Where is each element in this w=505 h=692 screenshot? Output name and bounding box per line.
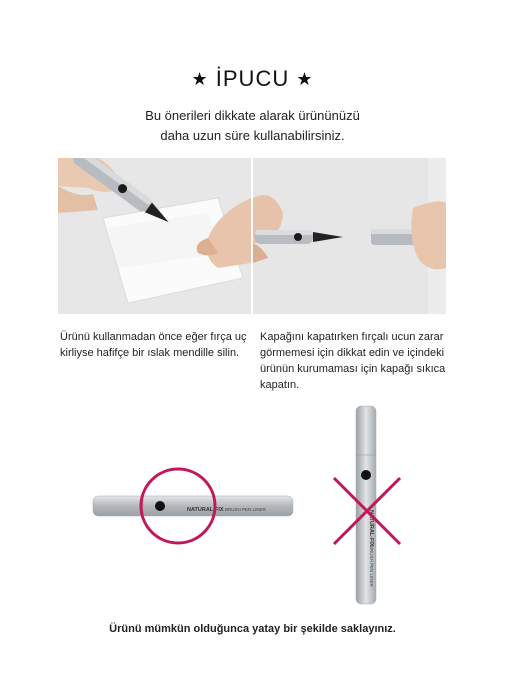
caption-line: ürünün kurumaması için kapağı sıkıca xyxy=(260,363,446,375)
caption-line: kirliyse hafifçe bir ıslak mendille silin. xyxy=(60,347,240,359)
product-label: NATURAL-FIX xyxy=(187,507,224,513)
step-caption xyxy=(260,329,460,393)
tip-heading: İPUCU xyxy=(215,66,290,91)
tip-subtitle xyxy=(0,106,505,146)
cap-pen-photo xyxy=(253,158,446,314)
caption-line: kapatın. xyxy=(260,379,300,391)
tip-title xyxy=(0,66,505,92)
horizontal-pen-illustration xyxy=(85,455,300,565)
storage-caption: Ürünü mümkün olduğunca yatay bir şekilde saklayınız. xyxy=(109,623,396,635)
caption-line: görmemesi için dikkat edin ve içindeki xyxy=(260,347,445,359)
caption-line: Kapağını kapatırken fırçalı ucun zarar xyxy=(260,331,444,343)
product-sublabel: BRUSH PEN LINER xyxy=(369,546,374,587)
star-icon: ★ xyxy=(296,69,314,89)
wipe-brush-photo xyxy=(58,158,251,314)
product-label: NATURAL-FIX xyxy=(368,510,374,547)
caption-line: Ürünü kullanmadan önce eğer fırça uç xyxy=(60,331,247,343)
product-sublabel: BRUSH PEN LINER xyxy=(225,507,266,512)
step-caption xyxy=(60,329,250,361)
star-icon: ★ xyxy=(191,69,209,89)
subtitle-line: Bu önerileri dikkate alarak ürününüzü xyxy=(145,108,360,123)
vertical-pen-illustration xyxy=(320,400,410,610)
subtitle-line: daha uzun süre kullanabilirsiniz. xyxy=(160,128,345,143)
